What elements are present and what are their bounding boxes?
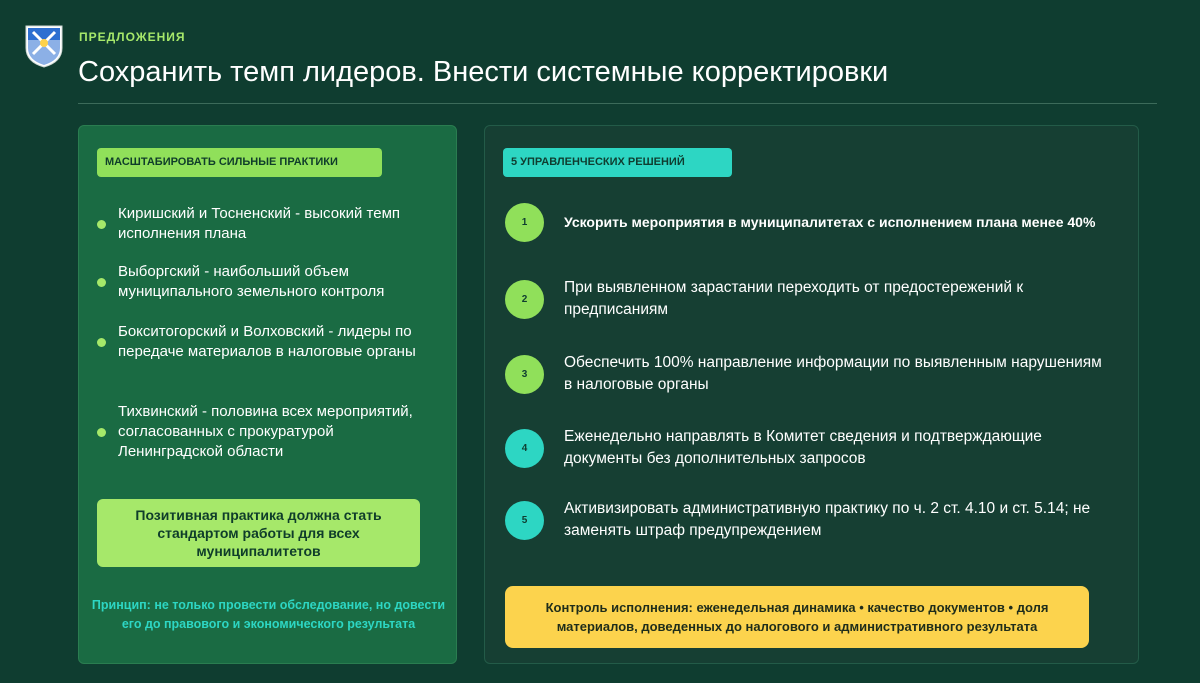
step-number-badge: 4: [505, 429, 544, 468]
list-item: [97, 402, 437, 462]
decision-item: [505, 203, 1105, 242]
step-number-badge: 5: [505, 501, 544, 540]
decision-item: [505, 498, 1105, 542]
bullet-dot-icon: [97, 338, 106, 347]
decision-item: [505, 277, 1105, 321]
region-coat-of-arms-icon: [24, 24, 64, 68]
execution-control-callout: Контроль исполнения: еженедельная динамика • качество документов • доля материалов, доведенных до налогового и административного результата: [505, 586, 1089, 648]
list-item: [97, 204, 437, 244]
list-item: [97, 262, 437, 302]
principle-note: Принцип: не только провести обследование, но довести его до правового и экономического результата: [91, 598, 446, 631]
step-number-badge: 1: [505, 203, 544, 242]
section-label: ПРЕДЛОЖЕНИЯ: [79, 30, 186, 44]
practice-text: Выборгский - наибольший объем муниципального земельного контроля: [118, 263, 385, 300]
bullet-dot-icon: [97, 278, 106, 287]
strong-practices-badge: МАСШТАБИРОВАТЬ СИЛЬНЫЕ ПРАКТИКИ: [97, 148, 382, 177]
title-divider: [78, 103, 1157, 104]
practice-text: Тихвинский - половина всех мероприятий, согласованных с прокуратурой Ленинградской области: [118, 403, 413, 460]
decision-item: [505, 426, 1105, 470]
management-decisions-badge: 5 УПРАВЛЕНЧЕСКИХ РЕШЕНИЙ: [503, 148, 732, 177]
strong-practices-panel: [78, 125, 457, 664]
practice-text: Киришский и Тосненский - высокий темп исполнения плана: [118, 205, 401, 242]
decision-text: Обеспечить 100% направление информации по выявленным нарушениям в налоговые органы: [564, 354, 1102, 393]
step-number-badge: 2: [505, 280, 544, 319]
practice-text: Бокситогорский и Волховский - лидеры по передаче материалов в налоговые органы: [118, 323, 416, 360]
bullet-dot-icon: [97, 220, 106, 229]
decision-text: Активизировать административную практику по ч. 2 ст. 4.10 и ст. 5.14; не заменять штраф предупреждением: [564, 500, 1091, 539]
page-title: Сохранить темп лидеров. Внести системные корректировки: [78, 56, 889, 88]
decision-text: Еженедельно направлять в Комитет сведения и подтверждающие документы без дополнительных запросов: [564, 428, 1042, 467]
decision-text: Ускорить мероприятия в муниципалитетах с исполнением плана менее 40%: [564, 214, 1096, 230]
list-item: [97, 322, 437, 362]
management-decisions-panel: [484, 125, 1139, 664]
decision-item: [505, 352, 1105, 396]
decision-text: При выявленном зарастании переходить от предостережений к предписаниям: [564, 279, 1024, 318]
step-number-badge: 3: [505, 355, 544, 394]
bullet-dot-icon: [97, 428, 106, 437]
positive-practice-callout: Позитивная практика должна стать стандартом работы для всех муниципалитетов: [97, 499, 420, 567]
